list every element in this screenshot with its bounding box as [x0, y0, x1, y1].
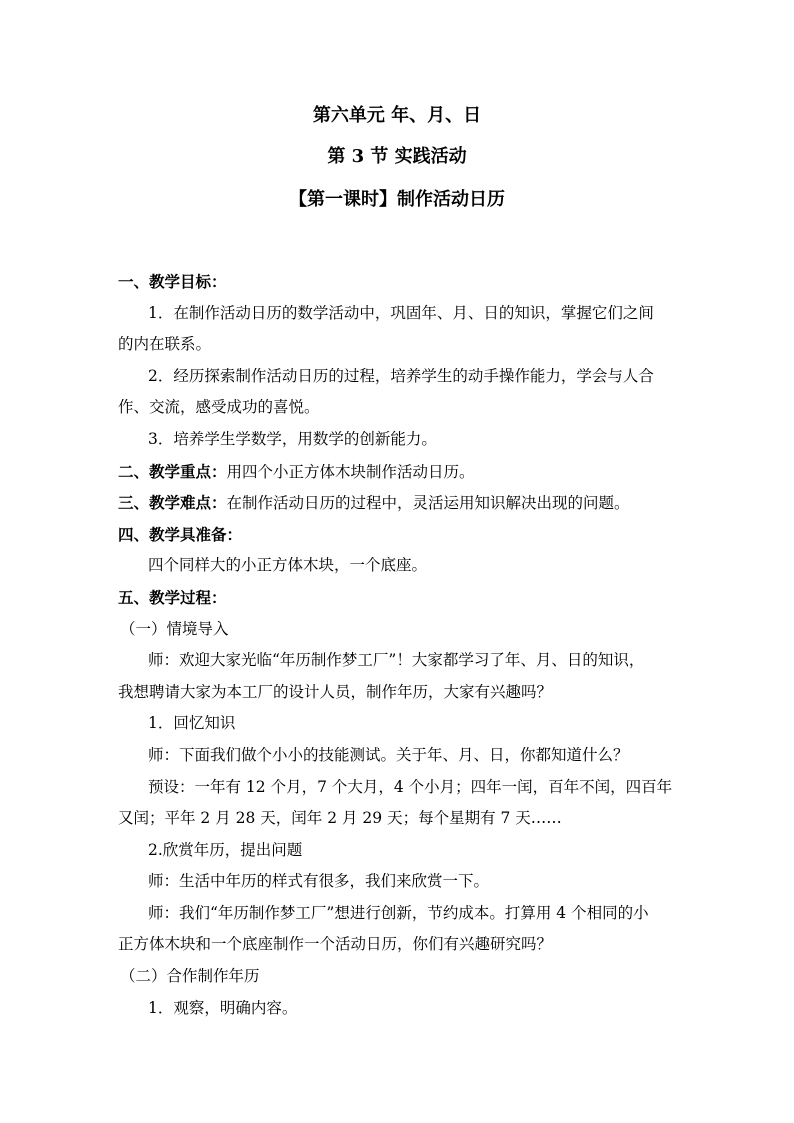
process-heading: 五、教学过程：: [118, 587, 227, 607]
goal-1-line-1: 1．在制作活动日历的数学活动中，巩固年、月、日的知识，掌握它们之间: [148, 303, 654, 322]
paragraph-3-line-2: 又闰；平年 2 月 28 天，闰年 2 月 29 天；每个星期有 7 天……: [118, 809, 562, 828]
part-2-heading: （二）合作制作年历: [120, 967, 260, 986]
unit-title: 第六单元 年、月、日: [312, 105, 482, 126]
goal-3: 3．培养学生学数学，用数学的创新能力。: [148, 429, 437, 448]
goals-heading: 一、教学目标：: [118, 272, 227, 291]
key-point-text: 用四个小正方体木块制作活动日历。: [226, 462, 475, 481]
difficulty-text: 在制作活动日历的过程中，灵活运用知识解决出现的问题。: [226, 494, 630, 513]
paragraph-5-line-2: 正方体木块和一个底座制作一个活动日历，你们有兴趣研究吗？: [118, 935, 553, 954]
step-1-title: 1．回忆知识: [148, 714, 236, 733]
difficulty-label: 三、教学难点：: [118, 493, 227, 513]
paragraph-4: 师：生活中年历的样式有很多，我们来欣赏一下。: [148, 872, 490, 891]
paragraph-2: 师：下面我们做个小小的技能测试。关于年、月、日，你都知道什么？: [148, 745, 629, 764]
goal-1-line-2: 的内在联系。: [118, 335, 212, 354]
goal-2-line-2: 作、交流，感受成功的喜悦。: [118, 398, 320, 417]
materials-heading: 四、教学具准备：: [118, 524, 243, 544]
step-3-title: 1．观察，明确内容。: [148, 998, 298, 1017]
paragraph-1-line-1: 师：欢迎大家光临“年历制作梦工厂”！大家都学习了年、月、日的知识，: [148, 651, 645, 670]
key-point-row: [118, 456, 678, 488]
lesson-plan-body: [118, 266, 678, 1024]
difficulty-row: [118, 487, 678, 519]
paragraph-3-line-1: 预设：一年有 12 个月，7 个大月，4 个小月；四年一闰，百年不闰，四百年: [148, 777, 673, 796]
section-title: 第 3 节 实践活动: [327, 146, 467, 167]
goal-2-line-1: 2．经历探索制作活动日历的过程，培养学生的动手操作能力，学会与人合: [148, 366, 654, 385]
lesson-title: 【第一课时】制作活动日历: [289, 189, 505, 210]
paragraph-5-line-1: 师：我们“年历制作梦工厂”想进行创新，节约成本。打算用 4 个相同的小: [148, 903, 649, 922]
paragraph-1-line-2: 我想聘请大家为本工厂的设计人员，制作年历，大家有兴趣吗？: [118, 682, 553, 701]
materials-text: 四个同样大的小正方体木块，一个底座。: [148, 556, 428, 575]
step-2-title: 2.欣赏年历，提出问题: [148, 840, 303, 859]
key-point-label: 二、教学重点：: [118, 461, 227, 481]
part-1-heading: （一）情境导入: [120, 619, 229, 638]
